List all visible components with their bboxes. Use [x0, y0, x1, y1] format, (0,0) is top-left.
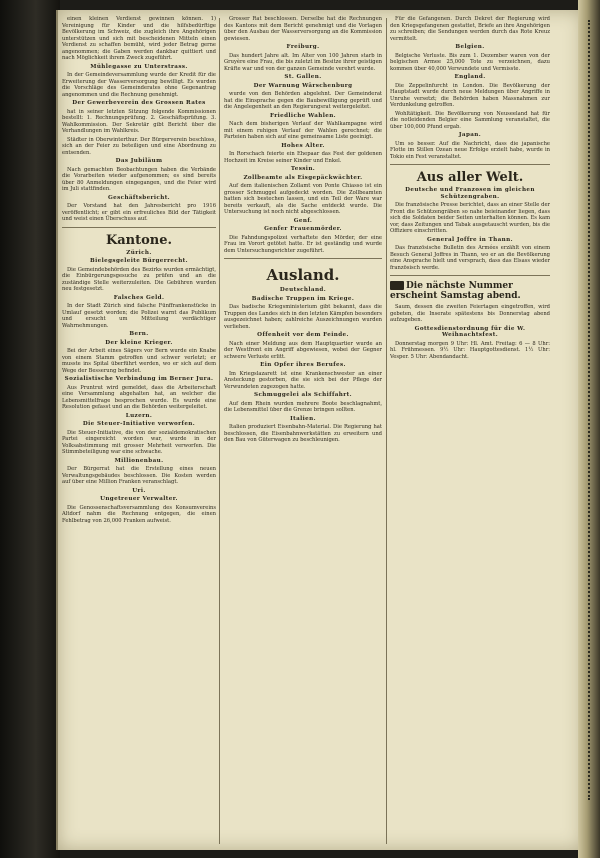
article-text: Donnerstag morgen 9 Uhr: Hl. Amt. Freitag: 6 — 8 Uhr: hl. Frühmessen. 9½ Uhr: Hauptgottesdienst. 1½ Uhr: Vesper. 5 Uhr: Abendandacht. — [390, 340, 550, 360]
article-heading: Friedliche Wahlen. — [269, 112, 337, 119]
article-text: Nach einer Meldung aus dem Hauptquartier wurde an der Westfront ein Angriff abgewiesen, wobei der Gegner schwere Verluste erlitt. — [224, 340, 382, 360]
article-text: Die Steuer-Initiative, die von der sozialdemokratischen Partei eingereicht worden war, wurde in der Volksabstimmung mit grosser Mehrheit verworfen. Die Stimmbeteiligung war eine schwache. — [62, 429, 216, 455]
country-heading: Japan. — [458, 132, 482, 138]
article-text: Auf dem Rhein wurden mehrere Boote beschlagnahmt, die Lebensmittel über die Grenze bringen sollten. — [224, 400, 382, 413]
article-heading: Sozialistische Verbindung im Berner Jura. — [64, 376, 214, 382]
book-spine — [0, 0, 60, 858]
column-1 — [62, 16, 216, 844]
article-heading: Der Gewerbeverein des Grossen Rates — [72, 100, 206, 106]
pointing-hand-icon — [390, 281, 404, 290]
canton-heading: Freiburg. — [286, 44, 320, 50]
decorative-border — [588, 20, 596, 800]
country-heading: Belgien. — [455, 44, 485, 50]
article-text: Die Zeppelinfurcht in London. Die Bevölkerung der Hauptstadt wurde durch neue Meldungen über Angriffe in Unruhe versetzt; die Behörden haben Massnahmen zur Verdunkelung getroffen. — [390, 82, 550, 108]
column-3 — [390, 16, 550, 844]
article-heading: Der kleine Krieger. — [105, 339, 173, 346]
article-text: Im Kriegslazarett ist eine Krankenschwester an einer Ansteckung gestorben, die sie sich bei der Pflege der Verwundeten zugezogen hatte. — [224, 370, 382, 390]
article-heading: Falsches Geld. — [113, 294, 165, 301]
article-heading: General Joffre in Thann. — [427, 236, 513, 243]
article-text: Die Gemeindebehörden des Bezirks wurden ermächtigt, die Einbürgerungsgesuche zu prüfen und an die zuständige Stelle weiterzuleiten. Die Gebühren wurden neu festgesetzt. — [62, 266, 216, 292]
article-text: Wohltätigkeit. Die Bevölkerung von Neuseeland hat für die notleidenden Belgier eine Sammlung veranstaltet, die über 100,000 Pfund ergab. — [390, 110, 550, 130]
canton-heading: St. Gallen. — [284, 74, 322, 80]
article-text: Das hundert Jahre alt. Im Alter von 100 Jahren starb in Gruyère eine Frau, die bis zuletzt im Besitze ihrer geistigen Kräfte war und von der ganzen Gemeinde verehrt wurde. — [224, 52, 382, 72]
canton-heading: Luzern. — [125, 412, 153, 419]
article-heading: Hohes Alter. — [281, 142, 325, 149]
article-text: Belgische Verluste. Bis zum 1. Dezember waren von der belgischen Armee 25,000 Tote zu verzeichnen, dazu kommen über 40,000 Verwundete und Vermisste. — [390, 52, 550, 72]
newspaper-page — [56, 10, 582, 850]
country-heading: England. — [454, 74, 486, 80]
article-heading: Das Jubiläum — [115, 158, 163, 164]
article-heading: Genfer Frauenmörder. — [264, 226, 342, 232]
section-title-kantone: Kantone. — [105, 232, 173, 248]
article-text: Um so besser. Auf die Nachricht, dass die japanische Flotte im Stillen Ozean neue Erfolge erzielt habe, wurde in Tokio ein Fest veranstaltet. — [390, 140, 550, 160]
notice-banner-text: Die nächste Nummer erscheint Samstag abend. — [390, 281, 521, 301]
article-text: In Rorschach feierte ein Ehepaar das Fest der goldenen Hochzeit im Kreise seiner Kinder und Enkel. — [224, 151, 382, 164]
article-text: Das französische Bulletin des Armées erzählt von einem Besuch General Joffres in Thann, wo er an die Bevölkerung eine Ansprache hielt und versprach, dass das Elsass wieder französisch werde. — [390, 245, 550, 271]
article-text: Nach gemachten Beobachtungen haben die Verbände die Vorarbeiten wieder aufgenommen; es sind bereits über 80 Anmeldungen eingegangen, und die Feier wird im Juli stattfinden. — [62, 166, 216, 192]
article-text: Die französische Presse berichtet, dass an einer Stelle der Front die Schützengräben so nahe beieinander liegen, dass sich die Soldaten beider Seiten unterhalten können. Es kam vor, dass Zeitungen und Tabak ausgetauscht wurden, bis die Offiziere einschritten. — [390, 202, 550, 234]
canton-heading: Zürich. — [126, 249, 152, 256]
section-title-aus-aller-welt: Aus aller Welt. — [416, 170, 524, 185]
article-text: Auf dem italienischen Zollamt von Ponte Chiasso ist ein grosser Schmuggel aufgedeckt worden. Die Zollbeamten hatten sich bestechen lassen, und ein Teil der Ware war bereits verkauft, als die Sache entdeckt wurde. Die Untersuchung ist noch nicht abgeschlossen. — [224, 183, 382, 215]
canton-heading: Bern. — [129, 331, 149, 337]
column-rule — [219, 18, 220, 844]
article-text: Die Genossenschaftsversammlung des Konsumvereins Altdorf nahm die Rechnung entgegen, die einen Fehlbetrag von 26,000 Franken aufweist. — [62, 504, 216, 524]
section-divider — [62, 227, 216, 228]
article-heading: Gottesdienstordnung für die W. Weihnachtsfest. — [414, 325, 526, 338]
article-heading: Schmuggelei als Schiffahrt. — [254, 392, 352, 398]
article-text: Saum, dessen die zweiten Feiertagen eingetroffen, wird gebeten, die Inserate spätestens bis Donnerstag abend aufzugeben. — [390, 304, 550, 323]
article-heading: Der Warnung Wärschenburg — [253, 82, 353, 89]
canton-heading: Tessin. — [290, 166, 316, 172]
article-text: Für die Gefangenen. Durch Dekret der Regierung wird den Kriegsgefangenen gestattet, Briefe an ihre Angehörigen zu schreiben; die Sendungen werden durch das Rote Kreuz vermittelt. — [390, 16, 550, 42]
article-text: Nach dem bisherigen Verlauf der Wahlkampagne wird mit einem ruhigen Verlauf der Wahlen gerechnet; die Parteien haben sich auf eine gemeinsame Liste geeinigt. — [224, 121, 382, 140]
article-text: Bei der Arbeit eines Sägers vor Bern wurde ein Knabe von einem Stamm getroffen und schwer verletzt; er musste ins Spital überführt werden, wo er sich auf dem Wege der Besserung befindet. — [62, 348, 216, 374]
column-2 — [224, 16, 382, 844]
article-text: In der Stadt Zürich sind falsche Fünffrankenstücke in Umlauf gesetzt worden; die Polizei warnt das Publikum und ersucht um Mitteilung verdächtiger Wahrnehmungen. — [62, 303, 216, 329]
article-text: Aus Pruntrut wird gemeldet, dass die Arbeiterschaft eine Versammlung abgehalten hat, an welcher die Lebensmittelfrage besprochen wurde. Es wurde eine Resolution gefasst und an die Behörden weitergeleitet. — [62, 384, 216, 410]
column-rule — [386, 18, 387, 844]
article-heading: Mühlegasse zu Unterstrass. — [90, 63, 188, 70]
article-heading: Millionenbau. — [114, 457, 164, 464]
article-text: In der Gemeindeversammlung wurde der Kredit für die Erweiterung der Wasserversorgung bewilligt. Es wurden die Vorschläge des Gemeinderates ohne Gegenantrag angenommen und die Rechnung genehmigt. — [62, 72, 216, 98]
article-text: Grosser Rat beschlossen. Derselbe hat die Rechnungen des Kantons mit dem Bericht genehmigt und die Vorlagen über den Ausbau der Wasserversorgung an die Kommission gewiesen. — [224, 16, 382, 42]
section-title-ausland: Ausland. — [266, 266, 340, 284]
canton-heading: Uri. — [132, 487, 146, 494]
notice-banner — [390, 281, 550, 301]
article-heading: Offenheit vor dem Feinde. — [257, 332, 349, 338]
section-divider — [390, 164, 550, 165]
article-heading: Badische Truppen im Kriege. — [251, 295, 355, 302]
article-heading: Ungetreuer Verwalter. — [100, 496, 178, 502]
article-heading: Geschäftsbericht. — [107, 194, 171, 201]
country-heading: Italien. — [290, 415, 316, 422]
canton-heading: Genf. — [293, 217, 313, 224]
article-text: Der Bürgerrat hat die Erstellung eines neuen Verwaltungsgebäudes beschlossen. Die Kosten werden auf über eine Million Franken veranschlagt. — [62, 466, 216, 485]
article-text: Das badische Kriegsministerium gibt bekannt, dass die Truppen des Landes sich in den letzten Kämpfen besonders ausgezeichnet haben; zahlreiche Auszeichnungen wurden verliehen. — [224, 304, 382, 330]
article-text: wurde von den Behörden abgelehnt. Der Gemeinderat hat die Einsprache gegen die Baubewilligung geprüft und die Angelegenheit an den Regierungsrat weitergeleitet. — [224, 91, 382, 110]
country-heading: Deutschland. — [279, 287, 327, 293]
section-divider — [224, 258, 382, 259]
article-heading: Bielegsgeleite Bürgerrecht. — [90, 258, 188, 264]
article-text: einen kleinen Verdienst gewinnen können. 1) Vereinigung für Kinder und die hilfsbedürftige Bevölkerung im Schweiz, die zugleich ihre Angehörigen unterstützen und sich mit bescheidenen Mitteln einen Verdienst zu schaffen bemüht, wird jeder Betrag gerne angenommen; die Gaben werden dankbar quittiert und nach Möglichkeit ihrem Zweck zugeführt. — [62, 16, 216, 61]
article-heading: Deutsche und Franzosen im gleichen Schützengraben. — [405, 187, 535, 200]
article-heading: Zollbeamte als Eisgepäckwächter. — [243, 174, 363, 181]
article-heading: Ein Opfer ihres Berufes. — [260, 362, 346, 368]
section-divider — [390, 275, 550, 276]
article-heading: Die Steuer-Initiative verworfen. — [82, 421, 196, 427]
article-text: Städter in Oberwinterthur. Der Bürgerverein beschloss, sich an der Feier zu beteiligen und eine Abordnung zu entsenden. — [62, 136, 216, 156]
article-text: Italien produziert Eisenbahn-Material. Die Regierung hat beschlossen, die Eisenbahnwerkstätten zu erweitern und den Bau von Güterwagen zu beschleunigen. — [224, 424, 382, 443]
article-text: hat in seiner letzten Sitzung folgende Kommissionen bestellt: 1. Rechnungsprüfung. 2. Geschäftsprüfung. 3. Wahlkommission. Der Sekretär gibt Bericht über die Verhandlungen im Wahlkreis. — [62, 108, 216, 134]
article-text: Die Fahndungspolizei verhaftete den Mörder, der eine Frau im Vorort getötet hatte. Er ist geständig und wurde dem Untersuchungsrichter zugeführt. — [224, 234, 382, 254]
article-text: Der Vorstand hat den Jahresbericht pro 1916 veröffentlicht; er gibt ein erfreuliches Bild der Tätigkeit und weist einen Überschuss auf. — [62, 203, 216, 222]
